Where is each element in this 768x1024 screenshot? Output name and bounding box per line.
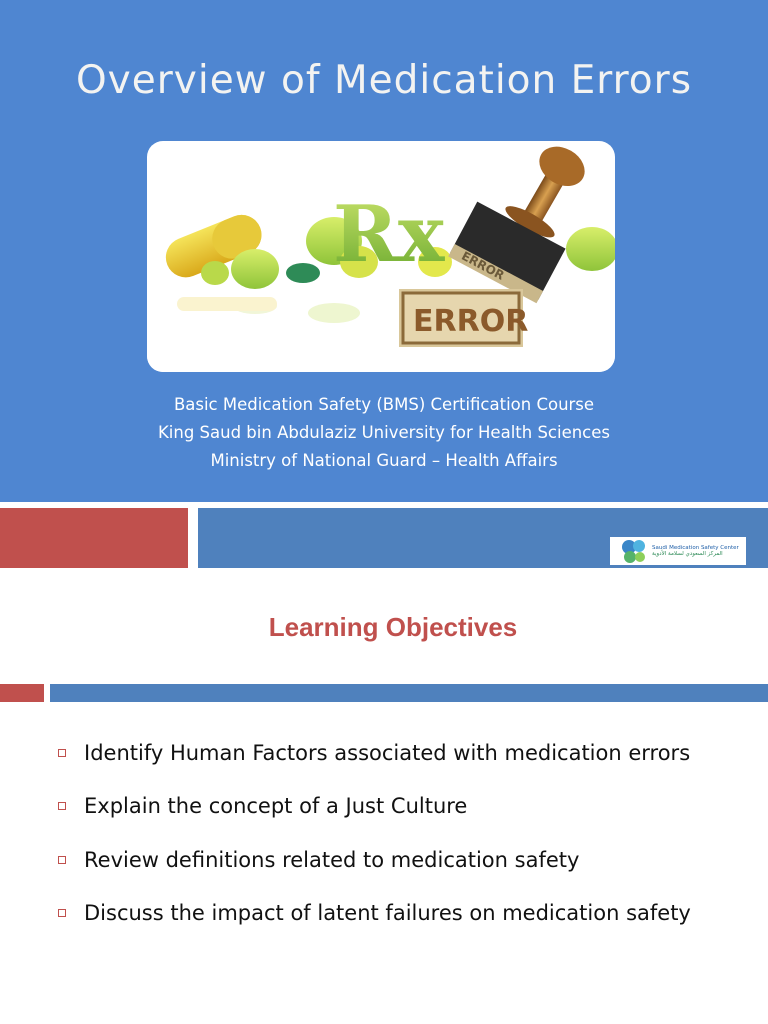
subtitle-ministry: Ministry of National Guard – Health Affairs (210, 451, 558, 470)
error-card-text: ERROR (413, 304, 529, 339)
blue-divider-bar (50, 684, 768, 702)
logo-english-text: Saudi Medication Safety Center (652, 545, 739, 551)
rx-error-image (147, 141, 615, 372)
list-item (58, 780, 691, 834)
slide-title: Overview of Medication Errors (75, 58, 693, 103)
objective-text: Identify Human Factors associated with medication errors (84, 740, 691, 765)
learning-objectives-heading: Learning Objectives (268, 612, 518, 642)
rx-symbol: Rx (333, 189, 445, 280)
objective-text: Explain the concept of a Just Culture (84, 794, 468, 819)
square-bullet-icon (58, 802, 66, 810)
list-item (58, 726, 691, 780)
smsc-logo (610, 537, 746, 565)
objective-text: Discuss the impact of latent failures on medication safety (84, 901, 691, 926)
logo-arabic-text: المركز السعودي لسلامة الأدوية (652, 551, 723, 557)
red-divider-bar (0, 684, 44, 702)
square-bullet-icon (58, 909, 66, 917)
objective-text: Review definitions related to medication safety (84, 847, 580, 872)
objectives-list (58, 726, 691, 940)
medication-error-illustration (147, 141, 615, 372)
square-bullet-icon (58, 856, 66, 864)
title-slide (0, 0, 768, 502)
red-accent-bar (0, 508, 188, 568)
list-item (58, 887, 691, 941)
smsc-logo-icon (620, 538, 650, 564)
subtitle-university: King Saud bin Abdulaziz University for Health Sciences (157, 423, 611, 442)
list-item (58, 833, 691, 887)
subtitle-course: Basic Medication Safety (BMS) Certification Course (173, 395, 595, 414)
stamp-text: ERROR (459, 248, 507, 283)
square-bullet-icon (58, 749, 66, 757)
